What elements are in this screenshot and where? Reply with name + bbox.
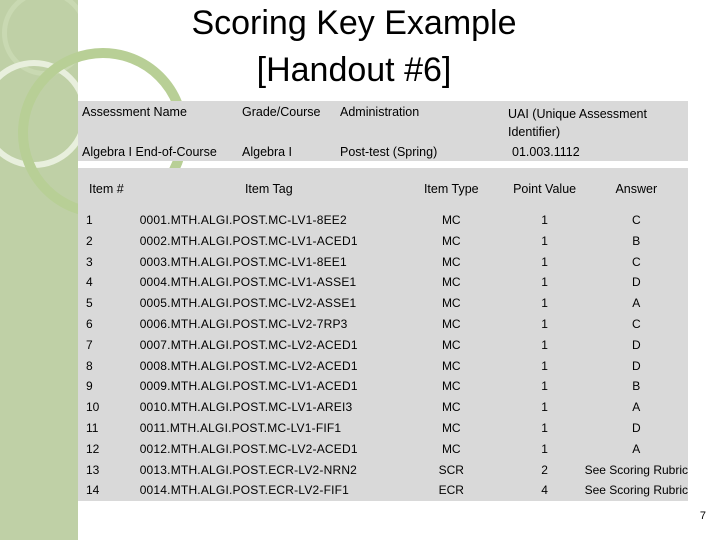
item-number-cell: 5 <box>86 296 93 311</box>
column-header-row <box>78 168 688 210</box>
item-tag-cell: 0012.MTH.ALGI.POST.MC-LV2-ACED1 <box>139 441 358 456</box>
uai-value: 01.003.1112 <box>512 145 580 160</box>
item-tag-cell: 0008.MTH.ALGI.POST.MC-LV2-ACED1 <box>139 358 358 373</box>
item-number-cell: 9 <box>86 379 93 394</box>
answer-cell: B <box>632 379 641 394</box>
table-row <box>78 335 688 356</box>
item-type-cell: MC <box>441 213 461 227</box>
answer-cell: D <box>631 275 641 290</box>
table-row <box>78 376 688 397</box>
table-row <box>78 397 688 418</box>
administration-value: Post-test (Spring) <box>340 145 438 160</box>
table-row <box>78 272 688 293</box>
table-row <box>78 356 688 377</box>
answer-cell: C <box>631 254 641 269</box>
point-value-cell: 1 <box>541 316 548 331</box>
item-type-cell: MC <box>441 254 461 269</box>
item-tag-cell: 0011.MTH.ALGI.POST.MC-LV1-FIF1 <box>139 420 342 435</box>
item-type-cell: MC <box>441 275 461 290</box>
item-number-cell: 2 <box>86 233 93 248</box>
answer-cell: See Scoring Rubric <box>584 462 688 477</box>
table-row <box>78 293 688 314</box>
item-type-cell: ECR <box>438 483 464 498</box>
answer-cell: A <box>632 296 641 311</box>
item-type-cell: MC <box>441 233 461 248</box>
item-number-cell: 3 <box>86 254 93 269</box>
item-number-cell: 1 <box>86 213 93 227</box>
answer-cell: A <box>632 441 641 456</box>
item-type-cell: MC <box>441 296 461 311</box>
item-tag-cell: 0006.MTH.ALGI.POST.MC-LV2-7RP3 <box>139 316 348 331</box>
scoring-key-table <box>78 168 688 501</box>
point-value-cell: 1 <box>541 358 548 373</box>
item-tag-cell: 0004.MTH.ALGI.POST.MC-LV1-ASSE1 <box>139 275 357 290</box>
answer-cell: D <box>631 420 641 435</box>
item-tag-header: Item Tag <box>244 182 293 196</box>
point-value-cell: 2 <box>541 462 548 477</box>
table-row <box>78 210 688 231</box>
answer-cell: B <box>632 233 641 248</box>
slide-subtitle: [Handout #6] <box>256 51 452 89</box>
item-type-cell: MC <box>441 400 461 415</box>
table-row <box>78 231 688 252</box>
point-value-header: Point Value <box>513 182 577 196</box>
item-tag-cell: 0010.MTH.ALGI.POST.MC-LV1-AREI3 <box>139 400 353 415</box>
item-tag-cell: 0001.MTH.ALGI.POST.MC-LV1-8EE2 <box>139 213 347 227</box>
item-type-cell: MC <box>441 316 461 331</box>
item-number-cell: 8 <box>86 358 93 373</box>
administration-header: Administration <box>340 105 420 119</box>
answer-cell: C <box>631 213 641 227</box>
answer-cell: See Scoring Rubric <box>584 483 688 498</box>
item-tag-cell: 0005.MTH.ALGI.POST.MC-LV2-ASSE1 <box>139 296 357 311</box>
item-number-cell: 11 <box>86 420 99 435</box>
item-number-cell: 6 <box>86 316 93 331</box>
item-number-cell: 14 <box>86 483 100 498</box>
item-tag-cell: 0009.MTH.ALGI.POST.MC-LV1-ACED1 <box>139 379 358 394</box>
page-number: 7 <box>699 510 706 522</box>
uai-header: UAI (Unique Assessment Identifier) <box>508 107 647 139</box>
item-number-header: Item # <box>88 182 124 196</box>
point-value-cell: 1 <box>541 400 548 415</box>
answer-cell: A <box>632 400 641 415</box>
table-row <box>78 314 688 335</box>
assessment-name-value: Algebra I End-of-Course <box>82 145 217 160</box>
item-tag-cell: 0003.MTH.ALGI.POST.MC-LV1-8EE1 <box>139 254 347 269</box>
item-type-cell: MC <box>441 441 461 456</box>
item-tag-cell: 0013.MTH.ALGI.POST.ECR-LV2-NRN2 <box>139 462 358 477</box>
item-number-cell: 13 <box>86 462 100 477</box>
point-value-cell: 4 <box>541 483 548 498</box>
item-tag-cell: 0007.MTH.ALGI.POST.MC-LV2-ACED1 <box>139 337 358 352</box>
point-value-cell: 1 <box>541 213 548 227</box>
info-header-row <box>78 101 688 145</box>
item-number-cell: 4 <box>86 275 93 290</box>
item-type-cell: MC <box>441 420 461 435</box>
table-row <box>78 439 688 460</box>
table-row <box>78 418 688 439</box>
answer-cell: D <box>631 358 641 373</box>
point-value-cell: 1 <box>541 233 548 248</box>
item-type-cell: MC <box>441 358 461 373</box>
item-number-cell: 7 <box>86 337 93 352</box>
item-type-cell: SCR <box>438 462 464 477</box>
point-value-cell: 1 <box>541 254 548 269</box>
answer-header: Answer <box>615 182 658 196</box>
assessment-info-table <box>78 101 688 161</box>
point-value-cell: 1 <box>541 296 548 311</box>
item-type-header: Item Type <box>423 182 479 196</box>
point-value-cell: 1 <box>541 379 548 394</box>
grade-course-value: Algebra I <box>242 145 293 160</box>
point-value-cell: 1 <box>541 337 548 352</box>
slide-title: Scoring Key Example <box>191 4 517 42</box>
table-row <box>78 480 688 501</box>
answer-cell: C <box>631 316 641 331</box>
item-tag-cell: 0014.MTH.ALGI.POST.ECR-LV2-FIF1 <box>139 483 350 498</box>
answer-cell: D <box>631 337 641 352</box>
point-value-cell: 1 <box>541 420 548 435</box>
table-row <box>78 460 688 481</box>
assessment-name-header: Assessment Name <box>82 105 187 119</box>
point-value-cell: 1 <box>541 441 548 456</box>
item-tag-cell: 0002.MTH.ALGI.POST.MC-LV1-ACED1 <box>139 233 358 248</box>
item-type-cell: MC <box>441 379 461 394</box>
info-value-row <box>78 145 688 161</box>
grade-course-header: Grade/Course <box>242 105 321 119</box>
item-number-cell: 10 <box>86 400 100 415</box>
table-row <box>78 252 688 273</box>
item-number-cell: 12 <box>86 441 100 456</box>
point-value-cell: 1 <box>541 275 548 290</box>
item-type-cell: MC <box>441 337 461 352</box>
